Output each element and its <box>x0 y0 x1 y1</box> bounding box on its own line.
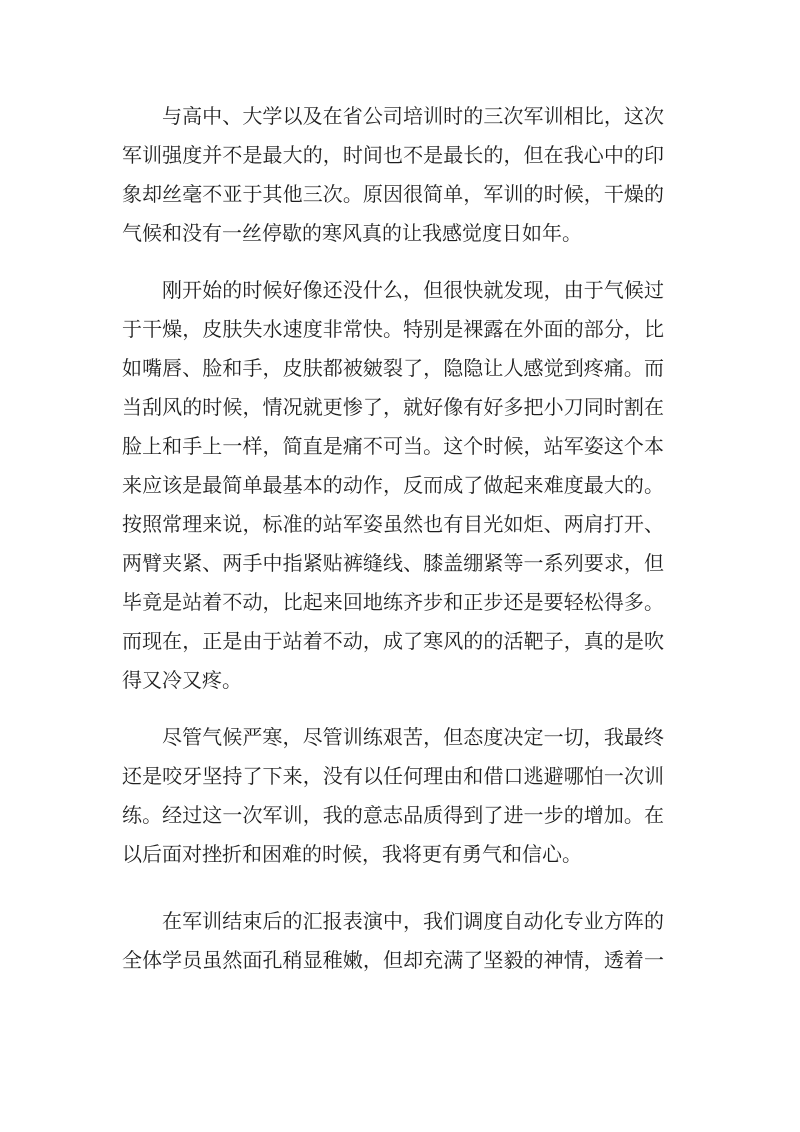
text-line: 象却丝毫不亚于其他三次。原因很简单，军训的时候，干燥的 <box>122 182 664 206</box>
text-line: 与高中、大学以及在省公司培训时的三次军训相比，这次 <box>162 104 664 128</box>
text-line: 练。经过这一次军训，我的意志品质得到了进一步的增加。在 <box>122 803 664 827</box>
text-line: 而现在，正是由于站着不动，成了寒风的的活靶子，真的是吹 <box>122 629 664 653</box>
text-line: 全体学员虽然面孔稍显稚嫩，但却充满了坚毅的神情，透着一 <box>122 948 664 972</box>
document-body <box>122 97 664 980</box>
text-line: 还是咬牙坚持了下来，没有以任何理由和借口逃避哪怕一次训 <box>122 764 664 788</box>
text-line: 两臂夹紧、两手中指紧贴裤缝线、膝盖绷紧等一系列要求，但 <box>122 551 664 575</box>
text-line: 刚开始的时候好像还没什么，但很快就发现，由于气候过 <box>162 278 664 302</box>
paragraph-3 <box>122 718 664 874</box>
text-line: 脸上和手上一样，简直是痛不可当。这个时候，站军姿这个本 <box>122 434 664 458</box>
text-line: 尽管气候严寒，尽管训练艰苦，但态度决定一切，我最终 <box>162 725 664 749</box>
text-line: 毕竟是站着不动，比起来回地练齐步和正步还是要轻松得多。 <box>122 590 664 614</box>
text-line: 在军训结束后的汇报表演中，我们调度自动化专业方阵的 <box>162 909 664 933</box>
text-line: 当刮风的时候，情况就更惨了，就好像有好多把小刀同时割在 <box>122 395 664 419</box>
paragraph-1 <box>122 97 664 253</box>
text-line: 得又冷又疼。 <box>122 668 242 692</box>
text-line: 按照常理来说，标准的站军姿虽然也有目光如炬、两肩打开、 <box>122 512 664 536</box>
text-line: 来应该是最简单最基本的动作，反而成了做起来难度最大的。 <box>122 473 664 497</box>
text-line: 气候和没有一丝停歇的寒风真的让我感觉度日如年。 <box>122 221 582 245</box>
paragraph-2 <box>122 271 664 700</box>
paragraph-4 <box>122 902 664 980</box>
text-line: 军训强度并不是最大的，时间也不是最长的，但在我心中的印 <box>122 143 664 167</box>
text-line: 如嘴唇、脸和手，皮肤都被皴裂了，隐隐让人感觉到疼痛。而 <box>122 356 664 380</box>
text-line: 以后面对挫折和困难的时候，我将更有勇气和信心。 <box>122 842 582 866</box>
text-line: 于干燥，皮肤失水速度非常快。特别是裸露在外面的部分，比 <box>122 317 664 341</box>
